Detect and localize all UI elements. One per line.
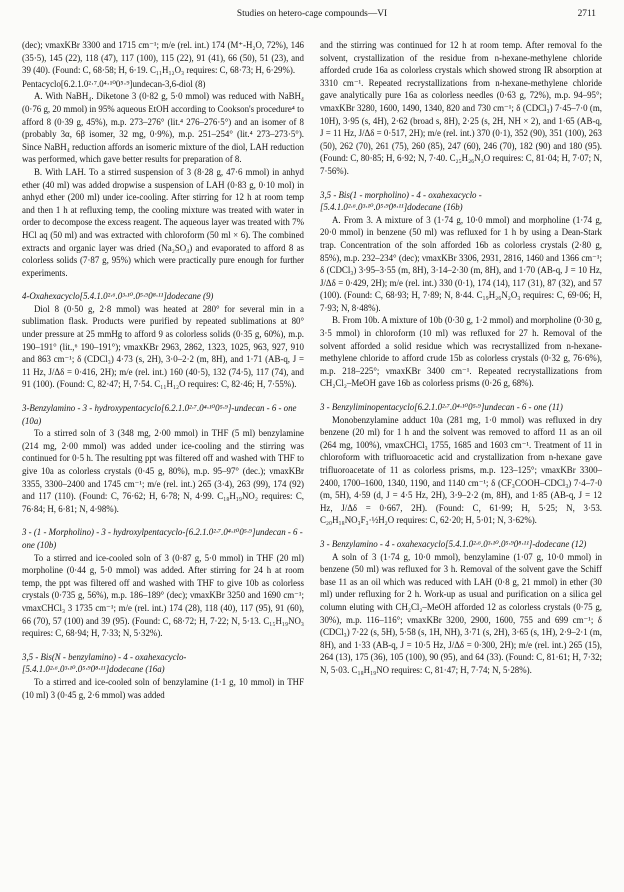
paragraph: Diol 8 (0·50 g, 2·8 mmol) was heated at 280° for several min in a sublimation flask. Products were purified by repeated sublimations at 80° under pressure at 25 mmHg to afford 9 as colorless solids (0·35 g, 60%), m.p. 190–191° (lit.,⁶ 190–191°); νmaxKBr 2963, 2862, 1323, 1025, 963, 927, 910 and 863 cm⁻¹; δ (CDCl₃) 4·73 (s, 2H), 3·0–2·2 (m, 8H), and 1·71 (AB-q, J = 11 Hz, J/Δδ = 0·416, 2H); m/e (rel. int.) 160 (40·5), 132 (74·5), 117 (74), and 91 (100). (Found: C, 82·47; H, 7·54. C₁₁H₁₂O requires: C, 82·46; H, 7·55%). (22, 303, 304, 390)
section-heading: 3 - Benzylamino - 4 - oxahexacyclo[5.4.1.0²·⁶.0³·¹⁰.0⁵·⁹0⁸·¹¹]-dodecane (12) (320, 538, 587, 549)
section-heading: 3-Benzylamino - 3 - hydroxypentacyclo[6.2.1.0²·⁷.0⁴·¹⁰0⁵·⁹]-undecan - 6 - one (10a) (22, 403, 297, 426)
two-column-body (22, 39, 602, 701)
paragraph: To a stirred and ice-cooled soln of 3 (0·87 g, 5·0 mmol) in THF (20 ml) morpholine (0·44 g, 5·0 mmol) was added. After stirring for 24 h at room temp, the ppt was filtered off and washed with THF to give 10b as colorless crystals (0·735 g, 56%), m.p. 186–189° (dec); νmaxKBr 3250 and 1690 cm⁻¹; νmaxCHCl₃ 3 1735 cm⁻¹; m/e (rel. int.) 174 (28), 118 (40), 117 (95), 91 (60), 66 (70), 57 (100) and 39 (95). (Found: C, 68·72; H, 7·22; N, 5·13. C₁₅H₁₉NO₃ requires: C, 68·94; H, 7·33; N, 5·32%). (22, 552, 304, 639)
section-heading: 3,5 - Bis(1 - morpholino) - 4 - oxahexacyclo - [5.4.1.0²·⁶.0³·¹⁰.0⁵·⁹0⁸·¹¹]dodecane (16b) (320, 189, 482, 213)
paragraph: To a stirred soln of 3 (348 mg, 2·00 mmol) in THF (5 ml) benzylamine (214 mg, 2·00 mmol) was added under ice-cooling and the stirring was continued for 0·5 h. The resulting ppt was filtered off and washed with THF to give 10a as colorless crystals (0·45 g, 80%), m.p. 95–97° (dec.); νmaxKBr 3355, 3300–2400 and 1745 cm⁻¹; m/e (rel. int.) 265 (3·4), 263 (99), 174 (92) and 117 (110). (Found: C, 76·62; H, 6·78; N, 4·99. C₁₈H₁₉NO₂ requires: C, 76·84; H, 6·81; N, 4·98%). (22, 428, 304, 514)
paragraph: A. With NaBH₄. Diketone 3 (0·82 g, 5·0 mmol) was reduced with NaBH₄ (0·76 g, 20 mmol) in 95% aqueous EtOH according to Cookson's procedure⁴ to afford 8 (0·39 g, 45%), m.p. 273–276° (lit.⁴ 276–276·5°) and an isomer of 8 (probably 3α, 6β isomer, 32 mg, 0·9%), m.p. 251–254° (lit.⁴ 273–273·5°). Since NaBH₄ reduction affords an isomeric mixture of the diol, LAH reduction was performed, which gave better results for preparation of 8. (22, 91, 304, 165)
paragraph: Pentacyclo[6.2.1.0²·⁷.0⁴·¹⁰0⁵·⁹]undecan-3,6-diol (8) (22, 78, 206, 89)
paragraph: A. From 3. A mixture of 3 (1·74 g, 10·0 mmol) and morpholine (1·74 g, 20·0 mmol) in benzene (50 ml) was refluxed for 1 h by using a Dean-Stark trap. Concentration of the soln afforded 16b as colorless crystals (2·80 g, 85%), m.p. 232–234° (dec); νmaxKBr 3306, 2931, 2816, 1460 and 1366 cm⁻¹; δ (CDCl₃) 3·95–3·55 (m, 8H), 3·14–2·30 (m, 8H), and 1·70 (AB-q, J = 10 Hz, J/Δδ = 0·429, 2H); m/e (rel. int.) 330 (0·1), 174 (14), 117 (31), 87 (32), and 57 (100). (Found: C, 68·93; H, 7·89; N, 8·44. C₁₉H₂₆N₂O₃ requires: C, 69·06; H, 7·93; N, 8·48%). (320, 214, 602, 313)
left-column (22, 39, 304, 701)
running-title: Studies on hetero-cage compounds—VI (236, 9, 388, 19)
section-heading: 3 - Benzyliminopentacyclo[6.2.1.0²·⁷.0⁴·¹⁰0⁵·⁹]undecan - 6 - one (11) (320, 402, 563, 413)
paragraph: and the stirring was continued for 12 h at room temp. After removal fo the solvent, crystallization of the residue from n-hexane-methylene chloride afforded crude 16a as colorless crystals which showed strong IR absorption at 3310 cm⁻¹. Repeated recrystallizations from n-hexane-methylene chloride gave analytically pure 16a as colorless needles (0·63 g, 72%), m.p. 94–95°; νmaxKBr 3280, 1600, 1490, 1340, 820 and 730 cm⁻¹; δ (CDCl₃) 7·45–7·0 (m, 10H), 3·95 (s, 4H), 2·62 (broad s, 8H), 2·25 (s, 2H, NH × 2), and 1·65 (AB-q, J = 11 Hz, J/Δδ = 0·517, 2H); m/e (rel. int.) 370 (0·1), 352 (90), 351 (100), 263 (50), 262 (70), 261 (75), 260 (85), 247 (60), 246 (70), 182 (90) and 180 (95). (Found: C, 80·85; H, 6·92; N, 7·40. C₂₅H₂₆N₂O requires: C, 81·04; H, 7·07; N, 7·56%). (320, 40, 602, 176)
right-column (320, 39, 602, 701)
section-heading: 4-Oxahexacyclo[5.4.1.0²·⁶.0³·¹⁰.0⁵·⁹0⁸·¹¹]dodecane (9) (22, 291, 214, 302)
paragraph: To a stirred and ice-cooled soln of benzylamine (1·1 g, 10 mmol) in THF (10 ml) 3 (0·45 g, 2·6 mmol) was added (22, 676, 304, 700)
section-heading: 3 - (1 - Morpholino) - 3 - hydroxylpentacyclo-[6.2.1.0²·⁷.0⁴·¹⁰0⁵·⁹]undecan - 6 - one (10b) (22, 527, 303, 550)
section-heading: 3,5 - Bis(N - benzylamino) - 4 - oxahexacyclo-[5.4.1.0²·⁶.0³·¹⁰.0⁵·⁹0⁸·¹¹]dodecane (16a) (22, 651, 187, 675)
paragraph: B. From 10b. A mixture of 10b (0·30 g, 1·2 mmol) and morpholine (0·30 g, 3·5 mmol) in chloroform (10 ml) was refluxed for 27 h. Removal of the solvent afforded a solid residue which was recrystallized from n-hexane-methylene chloride to afford crude 15b as colorless crystals (0·32 g, 76·6%), m.p. 218–225°; νmaxKBr 3400 cm⁻¹. Repeated recrystallizations from CH₂Cl₂–MeOH gave 16b as colorless prisms (0·26 g, 68%). (320, 315, 602, 389)
paragraph: Monobenzylamine adduct 10a (281 mg, 1·0 mmol) was refluxed in dry benzene (20 ml) for 1 h and the solvent was removed to afford 11 as an oil (264 mg, 100%), νmaxCHCl₃ 1755, 1685 and 1603 cm⁻¹. Treatment of 11 in chloroform with trifluoroacetic acid and crystallization from n-hexane gave trifluoroacetate of 11 as colorless prisms, m.p. 123–125°; νmaxKBr 3300–2400, 1700–1600, 1340, 1190, and 1140 cm⁻¹; δ (CF₃COOH–CDCl₃) 7·4–7·0 (m, 5H), 4·59 (d, J = 4·5 Hz, 2H), 3·9–2·2 (m, 8H), and 1·85 (AB-q, J = 12 Hz, J/Δδ = 0·667, 2H). (Found: C, 61·99; H, 5·25; N, 3·53. C₂₀H₁₈NO₃F₃·½H₂O requires: C, 62·20; H, 5·01; N, 3·62%). (320, 414, 602, 526)
paragraph: A soln of 3 (1·74 g, 10·0 mmol), benzylamine (1·07 g, 10·0 mmol) in benzene (50 ml) was refluxed for 3 h. Removal of the solvent gave the Schiff base 11 as an oil which was reduced with LAH (0·8 g, 21 mmol) in ether (30 ml) under refluxing for 2 h. Work-up as usual and purification on a silica gel column eluting with CH₂Cl₂–MeOH afforded 12 as colorless crystals (0·75 g, 30%), m.p. 116–116°; νmaxKBr 3200, 2900, 1600, 755 and 699 cm⁻¹; δ (CDCl₃) 7·22 (s, 5H), 5·58 (s, 1H, NH), 3·71 (s, 2H), 3·65 (s, 1H), 2·9–2·1 (m, 8H), and 1·33 (AB-q, J = 10·5 Hz, J/Δδ = 0·300, 2H); m/e (rel. int.) 265 (15), 264 (13), 175 (36), 105 (100), 90 (95), and 64 (33). (Found: C, 81·61; H, 7·32; N, 5·03. C₁₈H₁₉NO requires: C, 81·47; H, 7·74; N, 5·28%). (320, 551, 602, 675)
running-header (22, 9, 602, 25)
paragraph: (dec); νmaxKBr 3300 and 1715 cm⁻¹; m/e (rel. int.) 174 (M⁺-H₂O, 72%), 146 (35·5), 145 (22), 118 (47), 117 (100), 115 (22), 91 (41), 66 (50), 51 (23), and 39 (40). (Found: C, 68·58; H, 6·19. C₁₁H₁₂O₃ requires: C, 68·73; H, 6·29%). (22, 40, 304, 76)
paragraph: B. With LAH. To a stirred suspension of 3 (8·28 g, 47·6 mmol) in anhyd ether (40 ml) was added dropwise a suspension of LAH (0·83 g, 0·10 mol) in anhyd ether (200 ml) under ice-cooling. After stirring for 12 h at room temp and then 1 h at refluxing temp, the cooling mixture was treated with water in order to decompose the excess reagent. The aqueous layer was treated with 7% HCl aq (50 ml) and was extracted with chloroform (50 ml × 6). The combined extracts and organic layer was dried (Na₂SO₄) and evaporated to afford 8 as colorless solids (7·87 g, 95%) which were practically pure enough for further experiments. (22, 166, 304, 278)
page-number: 2711 (577, 9, 596, 19)
